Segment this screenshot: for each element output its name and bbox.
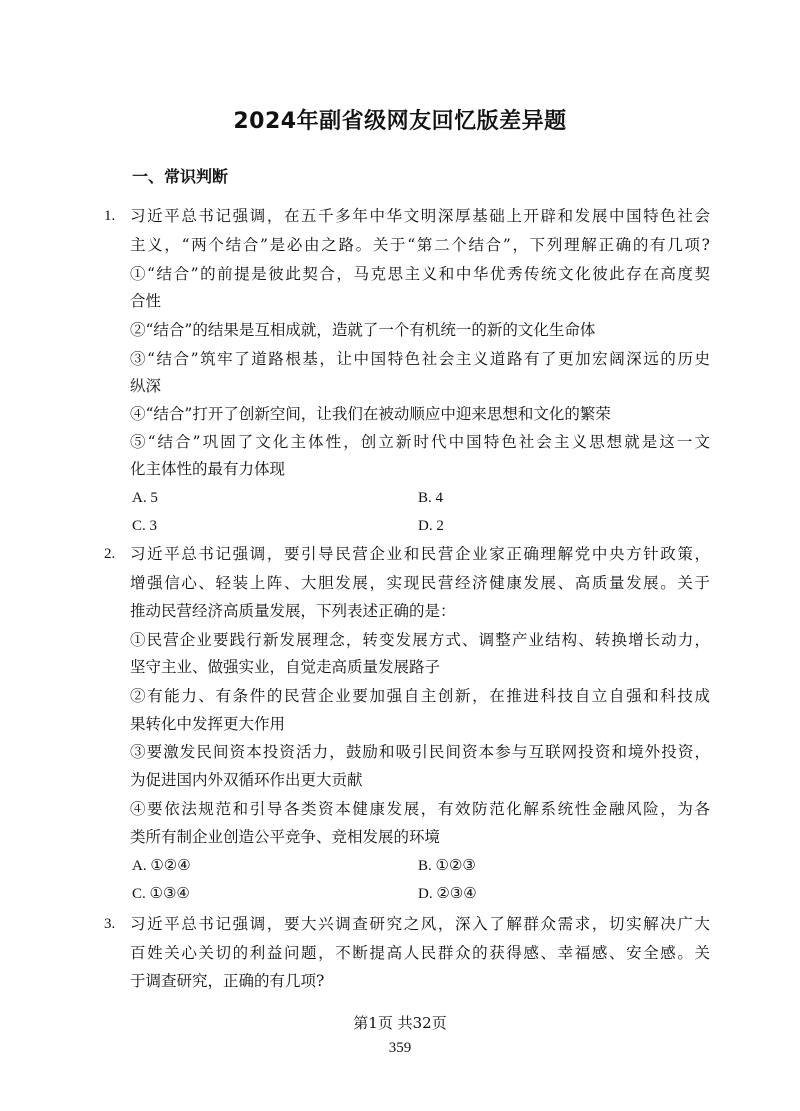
question-number: 1. <box>104 208 116 224</box>
question-text-line: 百姓关心关切的利益问题，不断提高人民群众的获得感、幸福感、安全感。关 <box>130 944 710 962</box>
option-a: A. 5 <box>132 490 158 506</box>
option-d: D. ②③④ <box>418 886 477 902</box>
question-text-line: ②“结合”的结果是互相成就，造就了一个有机统一的新的文化生命体 <box>130 321 596 339</box>
question-text-line: ⑤“结合”巩固了文化主体性，创立新时代中国特色社会主义思想就是这一文 <box>130 433 710 451</box>
page-title: 2024年副省级网友回忆版差异题 <box>233 109 567 134</box>
question-text-line: 化主体性的最有力体现 <box>130 460 286 478</box>
question-text-line: 习近平总书记强调，在五千多年中华文明深厚基础上开辟和发展中国特色社会 <box>130 207 710 225</box>
question-text-line: 习近平总书记强调，要大兴调查研究之风，深入了解群众需求，切实解决广大 <box>130 915 710 933</box>
question-text-line: 推动民营经济高质量发展，下列表述正确的是： <box>130 602 456 620</box>
question-text-line: ④“结合”打开了创新空间，让我们在被动顺应中迎来思想和文化的繁荣 <box>130 405 611 423</box>
option-a: A. ①②④ <box>132 858 191 874</box>
question-text-line: ③要激发民间资本投资活力，鼓励和吸引民间资本参与互联网投资和境外投资， <box>130 743 710 761</box>
question-text-line: ③“结合”筑牢了道路根基，让中国特色社会主义道路有了更加宏阔深远的历史 <box>130 350 710 368</box>
question-text-line: ②有能力、有条件的民营企业要加强自主创新，在推进科技自立自强和科技成 <box>130 687 710 705</box>
question-text-line: ①“结合”的前提是彼此契合，马克思主义和中华优秀传统文化彼此存在高度契 <box>130 265 710 283</box>
section-heading: 一、常识判断 <box>132 167 229 186</box>
question-text-line: 类所有制企业创造公平竞争、竞相发展的环境 <box>130 828 441 846</box>
question-text-line: 纵深 <box>130 377 162 395</box>
question-text-line: ④要依法规范和引导各类资本健康发展，有效防范化解系统性金融风险，为各 <box>130 800 710 818</box>
option-b: B. ①②③ <box>418 858 476 874</box>
question-text-line: 习近平总书记强调，要引导民营企业和民营企业家正确理解党中央方针政策， <box>130 545 710 563</box>
option-d: D. 2 <box>418 518 444 534</box>
option-b: B. 4 <box>418 490 444 506</box>
page-indicator: 第1页 共32页 <box>353 1014 447 1032</box>
question-text-line: 于调查研究，正确的有几项? <box>130 972 325 990</box>
option-c: C. ①③④ <box>132 886 190 902</box>
question-text-line: ①民营企业要践行新发展理念，转变发展方式、调整产业结构、转换增长动力， <box>130 631 710 649</box>
question-text-line: 主义，“两个结合”是必由之路。关于“第二个结合”，下列理解正确的有几项? <box>130 236 710 254</box>
question-number: 3. <box>104 916 116 932</box>
question-text-line: 坚守主业、做强实业，自觉走高质量发展路子 <box>130 658 441 676</box>
question-text-line: 为促进国内外双循环作出更大贡献 <box>130 771 363 789</box>
question-number: 2. <box>104 546 116 562</box>
option-c: C. 3 <box>132 518 158 534</box>
question-text-line: 合性 <box>130 292 162 310</box>
question-text-line: 果转化中发挥更大作用 <box>130 715 286 733</box>
page-number: 359 <box>388 1040 412 1056</box>
question-text-line: 增强信心、轻装上阵、大胆发展，实现民营经济健康发展、高质量发展。关于 <box>130 574 710 592</box>
